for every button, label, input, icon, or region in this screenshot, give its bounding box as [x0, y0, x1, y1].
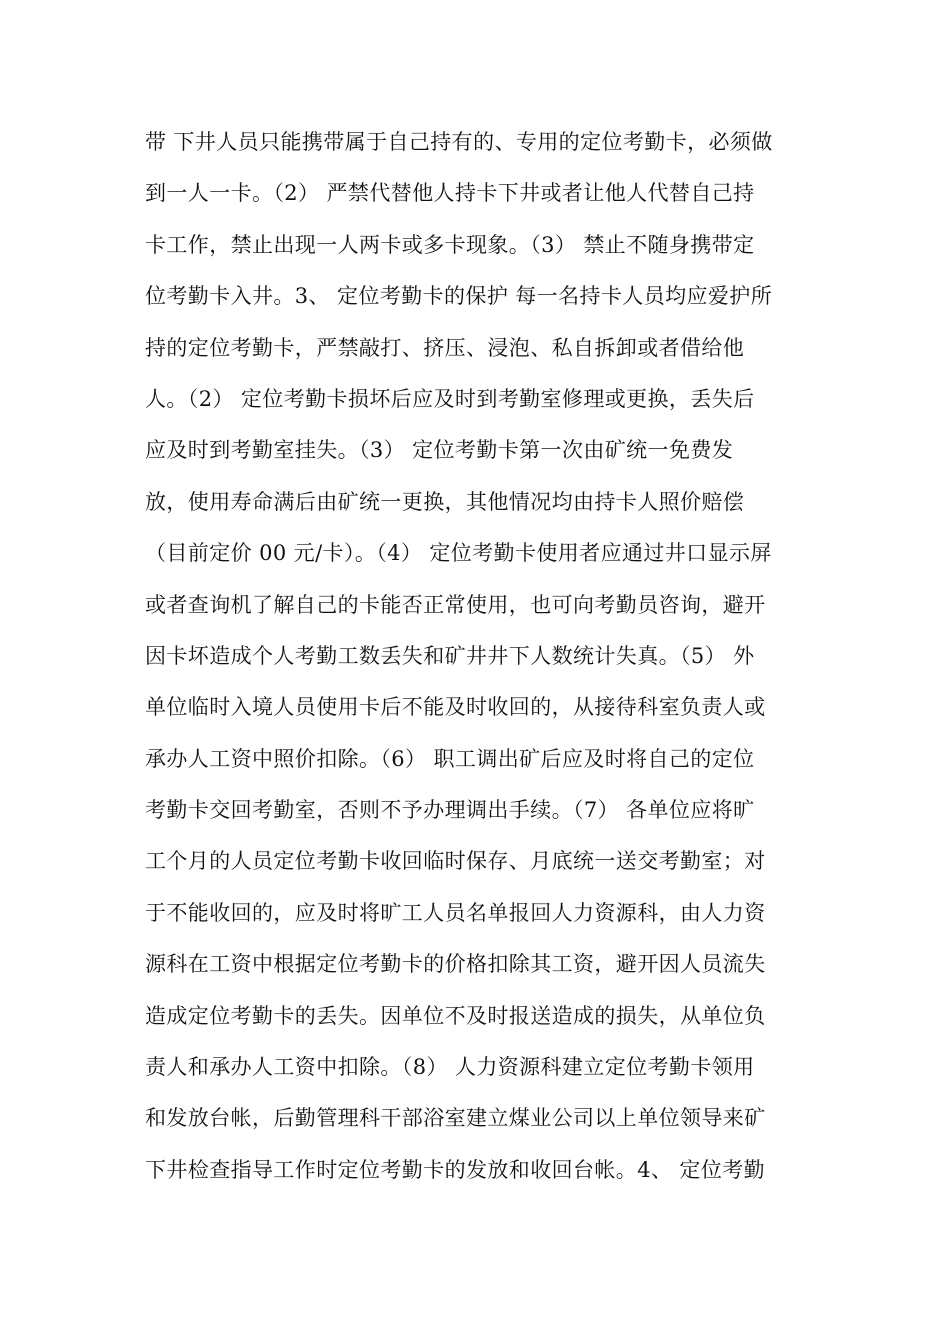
text-line: 人。（2） 定位考勤卡损坏后应及时到考勤室修理或更换，丢失后: [145, 386, 755, 411]
body-text: [145, 117, 825, 1196]
text-line: （目前定价 00 元/卡）。（4） 定位考勤卡使用者应通过井口显示屏: [145, 541, 772, 566]
text-line: 卡工作，禁止出现一人两卡或多卡现象。（3） 禁止不随身携带定: [145, 232, 755, 257]
text-line: 单位临时入境人员使用卡后不能及时收回的，从接待科室负责人或: [145, 695, 766, 720]
text-line: 放，使用寿命满后由矿统一更换，其他情况均由持卡人照价赔偿: [145, 489, 745, 514]
text-line: 位考勤卡入井。3、 定位考勤卡的保护 每一名持卡人员均应爱护所: [145, 284, 773, 309]
text-line: 下井检查指导工作时定位考勤卡的发放和收回台帐。4、 定位考勤: [145, 1157, 766, 1182]
text-line: 承办人工资中照价扣除。（6） 职工调出矿后应及时将自己的定位: [145, 746, 755, 771]
text-line: 于不能收回的，应及时将旷工人员名单报回人力资源科，由人力资: [145, 900, 766, 925]
text-line: 应及时到考勤室挂失。（3） 定位考勤卡第一次由矿统一免费发: [145, 438, 734, 463]
text-line: 到一人一卡。（2） 严禁代替他人持卡下井或者让他人代替自己持: [145, 181, 755, 206]
text-line: 持的定位考勤卡，严禁敲打、挤压、浸泡、私自拆卸或者借给他: [145, 335, 745, 360]
text-line: 或者查询机了解自己的卡能否正常使用，也可向考勤员咨询，避开: [145, 592, 766, 617]
text-line: 因卡坏造成个人考勤工数丢失和矿井井下人数统计失真。（5） 外: [145, 643, 755, 668]
text-line: 带 下井人员只能携带属于自己持有的、专用的定位考勤卡，必须做: [145, 130, 773, 154]
text-line: 考勤卡交回考勤室，否则不予办理调出手续。（7） 各单位应将旷: [145, 798, 755, 823]
text-line: 造成定位考勤卡的丢失。因单位不及时报送造成的损失，从单位负: [145, 1003, 766, 1028]
text-line: 和发放台帐，后勤管理科干部浴室建立煤业公司以上单位领导来矿: [145, 1106, 766, 1131]
text-line: 源科在工资中根据定位考勤卡的价格扣除其工资，避开因人员流失: [145, 952, 766, 977]
text-line: 责人和承办人工资中扣除。（8） 人力资源科建立定位考勤卡领用: [145, 1055, 755, 1080]
text-line: 工个月的人员定位考勤卡收回临时保存、月底统一送交考勤室；对: [145, 849, 766, 874]
